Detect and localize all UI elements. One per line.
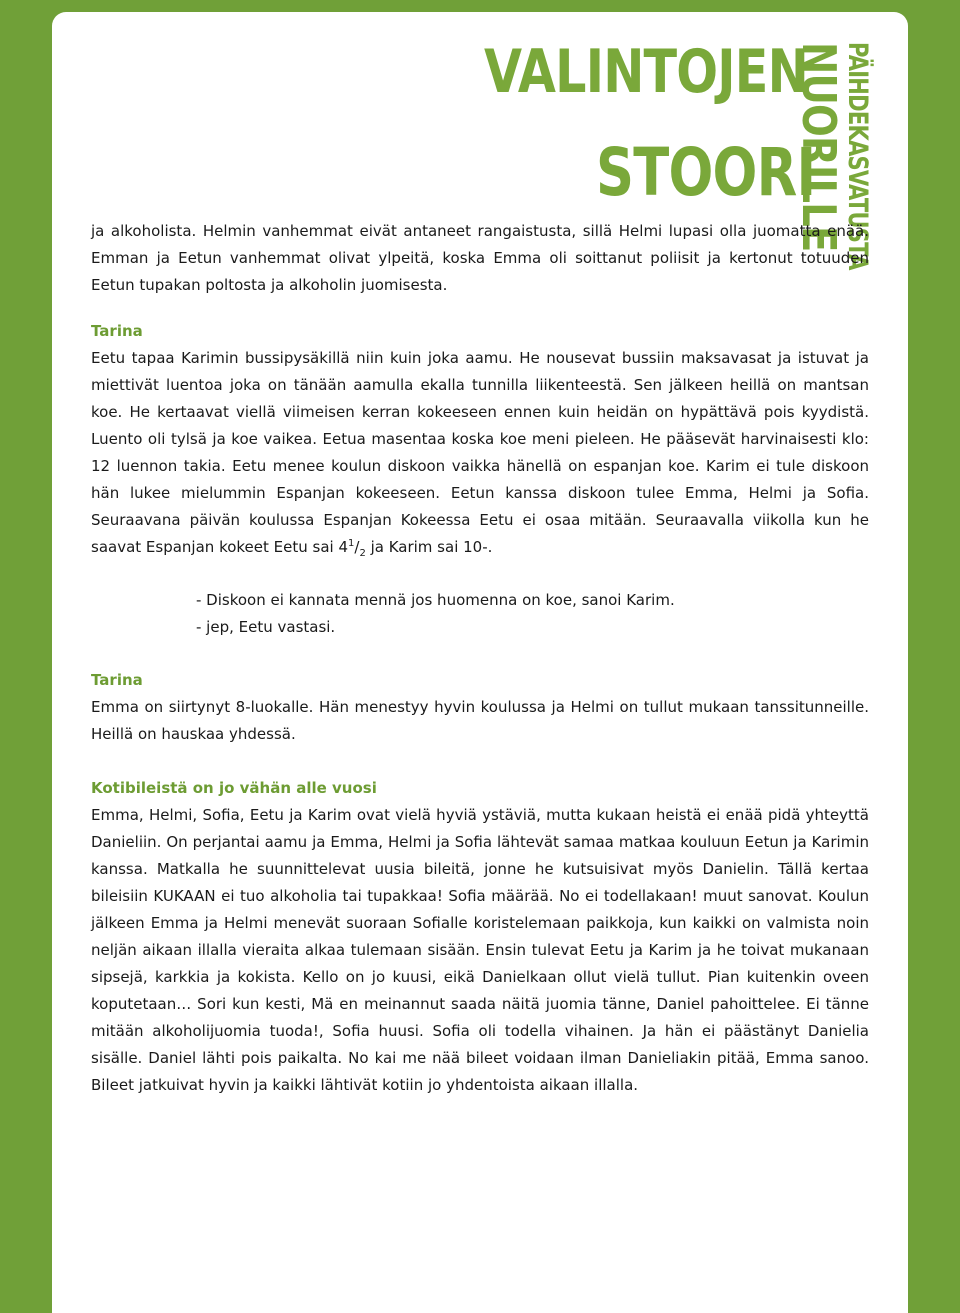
section-heading: Kotibileistä on jo vähän alle vuosi	[91, 779, 377, 797]
section-heading: Tarina	[91, 322, 143, 340]
story-paragraph: Emma on siirtynyt 8-luokalle. Hän menestyy hyvin koulussa ja Helmi on tullut mukaan tanssitunneille. Heillä on hauskaa yhdessä.	[91, 698, 869, 743]
document-body	[91, 218, 869, 1099]
grade-denominator: 2	[359, 548, 366, 559]
dialog-line: - Diskoon ei kannata mennä jos huomenna on koe, sanoi Karim.	[196, 591, 675, 609]
story-text-end: ja Karim sai 10-.	[365, 538, 493, 556]
logo-vertical-small-text: PÄIHDEKASVATUSTA	[842, 42, 873, 270]
logo-vertical-text: NUORILLE	[792, 42, 846, 252]
logo-title: VALINTOJEN	[484, 37, 808, 107]
story-paragraph	[91, 345, 869, 561]
dialog-line: - jep, Eetu vastasi.	[196, 618, 336, 636]
story-paragraph: Emma, Helmi, Sofia, Eetu ja Karim ovat vielä hyviä ystäviä, mutta kukaan heistä ei enää pidä yhteyttä Danieliin. On perjantai aamu ja Emma, Helmi ja Sofia lähtevät samaa matkaa kouluun Eetun ja Karimin kanssa. Matkalla he suunnittelevat uusia bileitä, jonne he kutsuisivat myös Danielin. Tällä kertaa bileisiin KUKAAN ei tuo alkoholia tai tupakkaa! Sofia määrää. No ei todellakaan! muut sanovat. Koulun jälkeen Emma ja Helmi menevät suoraan Sofialle koristelemaan paikkoja, kun kaikki on valmista noin neljän aikaan illalla vieraita alkaa tulemaan sisään. Ensin tulevat Eetu ja Karim ja he toivat mukanaan sipsejä, karkkia ja kokista. Kello on jo kuusi, eikä Danielkaan ollut vielä tullut. Pian kuitenkin oveen koputetaan… Sori kun kesti, Mä en meinannut saada näitä juomia tänne, Daniel pahoittelee. Ei tänne mitään alkoholijuomia tuoda!, Sofia huusi. Sofia oli todella vihainen. Ja hän ei päästänyt Danielia sisälle. Daniel lähti pois paikalta. No kai me nää bileet voidaan ilman Danieliakin pitää, Emma sanoo. Bileet jatkuivat hyvin ja kaikki lähtivät kotiin jo yhdentoista aikaan illalla.	[91, 806, 869, 1094]
intro-paragraph: ja alkoholista. Helmin vanhemmat eivät antaneet rangaistusta, sillä Helmi lupasi olla juomatta enää. Emman ja Eetun vanhemmat olivat ylpeitä, koska Emma oli soittanut poliisit ja kertonut totuuden Eetun tupakan poltosta ja alkoholin juomisesta.	[91, 222, 869, 294]
logo-subtitle: STOORI	[596, 134, 816, 211]
story-text: Eetu tapaa Karimin bussipysäkillä niin kuin joka aamu. He nousevat bussiin maksavasat ja istuvat ja miettivät luentoa joka on tänään aamulla ekalla tunnilla liikenteestä. Sen jälkeen heillä on mantsan koe. He kertaavat viellä viimeisen kerran kokeeseen ennen kuin heidän on hypättävä pois kyydistä. Luento oli tylsä ja koe vaikea. Eetua masentaa koska koe meni pieleen. He pääsevät harvinaisesti klo: 12 luennon takia. Eetu menee koulun diskoon vaikka hänellä on espanjan koe. Karim ei tule diskoon hän lukee mielummin Espanjan kokeeseen. Eetun kanssa diskoon tulee Emma, Helmi ja Sofia. Seuraavana päivän koulussa Espanjan Kokeessa Eetu ei osaa mitään. Seuraavalla viikolla kun he saavat Espanjan kokeet Eetu sai 4	[91, 349, 869, 556]
logo	[484, 37, 884, 270]
grade-slash: /	[354, 538, 360, 556]
grade-numerator: 1	[348, 538, 355, 549]
section-heading: Tarina	[91, 671, 143, 689]
